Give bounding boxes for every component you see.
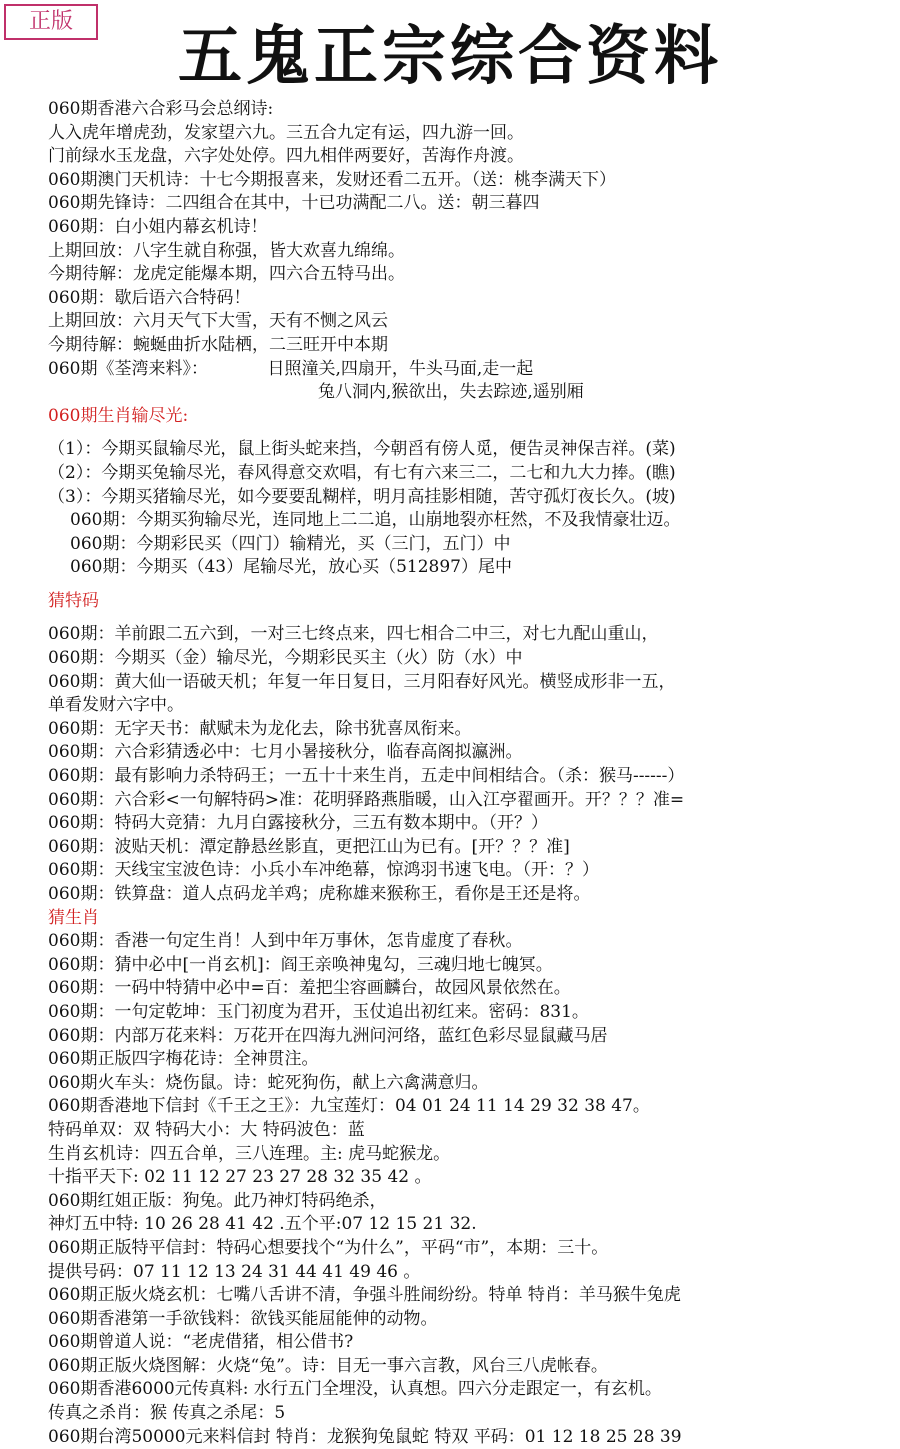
text-line: 060期：天线宝宝波色诗：小兵小车冲绝幕，惊鸿羽书速飞电。（开：？）: [48, 860, 599, 881]
text-line: 060期香港六合彩马会总纲诗:: [48, 99, 274, 119]
text-line: 单看发财六字中。: [48, 695, 184, 716]
text-line: 060期：一码中特猜中必中=百：羞把尘容画麟台，故园风景依然在。: [48, 978, 571, 999]
text-line: （1）：今期买鼠输尽光，鼠上街头蛇来挡，今朝舀有傍人觅，便告灵神保吉祥。(菜): [48, 439, 676, 460]
document-body: [48, 98, 900, 1449]
text-line: 060期火车头：烧伤鼠。诗：蛇死狗伤，献上六禽满意归。: [48, 1072, 489, 1093]
text-line: 060期：一句定乾坤：玉门初度为君开，玉仗追出初红来。密码：831。: [48, 1001, 589, 1022]
text-line: 特码单双：双 特码大小：大 特码波色：蓝: [48, 1119, 365, 1140]
text-line: 060期：最有影响力杀特码王；一五十十来生肖，五走中间相结合。（杀：猴马------）: [48, 766, 685, 787]
text-line: 生肖玄机诗：四五合单，三八连理。主: 虎马蛇猴龙。: [48, 1143, 451, 1164]
text-line: 060期澳门天机诗：十七今期报喜来，发财还看二五开。（送：桃李满天下）: [48, 169, 616, 190]
text-line: 060期：六合彩猜透必中：七月小暑接秋分，临春高阁拟瀛洲。: [48, 742, 523, 763]
text-line: 060期：六合彩<一句解特码>准：花明驿路燕脂暖，山入江亭翟画开。开？？？准=: [48, 789, 685, 810]
section-heading: 猜特码: [48, 590, 99, 611]
text-line: 060期《荃湾来料》： 日照潼关,四扇开，牛头马面,走一起: [48, 358, 534, 379]
text-line: （2）：今期买兔输尽光，春风得意交欢唱，有七有六来三二，二七和九大力捧。(瞧): [48, 462, 676, 483]
text-line: 060期正版火烧玄机：七嘴八舌讲不清，争强斗胜闹纷纷。特单 特肖：羊马猴牛兔虎: [48, 1285, 681, 1306]
text-line: 060期：香港一句定生肖！人到中年万事休，怎肯虚度了春秋。: [48, 931, 523, 952]
text-line: 060期香港6000元传真料: 水行五门全埋没，认真想。四六分走跟定一，有玄机。: [48, 1379, 662, 1400]
spacer: [48, 613, 900, 623]
section-heading: 猜生肖: [48, 907, 99, 928]
text-line: 神灯五中特: 10 26 28 41 42 .五个平:07 12 15 21 32.: [48, 1214, 477, 1235]
text-line: 060期正版四字梅花诗：全神贯注。: [48, 1049, 319, 1070]
text-line: 上期回放：八字生就自称强，皆大欢喜九绵绵。: [48, 240, 405, 261]
text-line: 060期：黄大仙一语破天机；年复一年日复日，三月阳春好风光。横竖成形非一五，: [48, 671, 676, 692]
text-line: 门前绿水玉龙盘，六字处处停。四九相伴两要好，苦海作舟渡。: [48, 146, 524, 167]
text-line: 060期：铁算盘：道人点码龙羊鸡；虎称雄来猴称王，看你是王还是将。: [48, 884, 591, 904]
text-line: 060期先锋诗：二四组合在其中，十已功满配二八。送：朝三暮四: [48, 193, 540, 214]
text-line: 060期：猜中必中[一肖玄机]：阎王亲唤神鬼勾，三魂归地七魄冥。: [48, 954, 553, 975]
text-line: 上期回放：六月天气下大雪，天有不恻之风云: [48, 311, 388, 332]
spacer: [48, 428, 900, 438]
text-line: 060期：今期买狗输尽光，连同地上二二追，山崩地裂亦枉然，不及我情豪壮迈。: [70, 510, 681, 531]
text-line: 060期：波贴天机：潭定静悬丝影直，更把江山为已有。[开？？？准]: [48, 836, 570, 857]
text-line: 060期红姐正版：狗兔。此乃神灯特码绝杀，: [48, 1190, 387, 1211]
text-line: 060期：内部万花来料：万花开在四海九洲问河络，蓝红色彩尽显鼠藏马居: [48, 1025, 608, 1046]
text-line: 人入虎年增虎劲，发家望六九。三五合九定有运，四九游一回。: [48, 122, 524, 143]
page-title: 五鬼正宗综合资料: [178, 19, 722, 94]
text-line: 060期曾道人说：“老虎借猪，相公借书?: [48, 1332, 354, 1353]
text-line: 060期：今期买（金）输尽光，今期彩民买主（火）防（水）中: [48, 648, 523, 669]
text-line: 060期正版火烧图解：火烧“兔”。诗：目无一事六言教，风台三八虎帐春。: [48, 1355, 608, 1376]
text-line: 今期待解：蜿蜒曲折水陆栖，二三旺开中本期: [48, 334, 388, 355]
text-line: 兔八洞内,猴欲出，失去踪迹,遥别厢: [318, 382, 584, 403]
genuine-badge: 正版: [4, 4, 98, 40]
text-line: 060期：特码大竞猜：九月白露接秋分，三五有数本期中。（开？）: [48, 813, 548, 834]
text-line: 060期：无字天书：献赋未为龙化去，除书犹喜凤衔来。: [48, 718, 472, 739]
text-line: 060期台湾50000元来料信封 特肖：龙猴狗兔鼠蛇 特双 平码：01 12 18 25 28 39: [48, 1426, 682, 1447]
text-line: 060期香港地下信封《千王之王》：九宝莲灯：04 01 24 11 14 29 32 38 47。: [48, 1096, 650, 1117]
text-line: （3）：今期买猪输尽光，如今要要乱糊样，明月高挂影相随，苦守孤灯夜长久。(坡): [48, 486, 676, 507]
text-line: 060期正版特平信封：特码心想要找个“为什么”，平码“市”，本期：三十。: [48, 1237, 609, 1258]
text-line: 十指平天下: 02 11 12 27 23 27 28 32 35 42 。: [48, 1167, 432, 1188]
section-heading: 060期生肖输尽光:: [48, 405, 189, 426]
text-line: 提供号码：07 11 12 13 24 31 44 41 49 46 。: [48, 1261, 421, 1282]
text-line: 060期香港第一手欲钱料：欲钱买能屈能伸的动物。: [48, 1308, 438, 1329]
text-line: 060期：今期彩民买（四门）输精光，买（三门，五门）中: [70, 533, 511, 554]
text-line: 传真之杀肖：猴 传真之杀尾：5: [48, 1403, 286, 1424]
text-line: 060期：今期买（43）尾输尽光，放心买（512897）尾中: [70, 557, 512, 578]
text-line: 今期待解：龙虎定能爆本期，四六合五特马出。: [48, 264, 405, 285]
text-line: 060期：歇后语六合特码！: [48, 287, 251, 308]
text-line: 060期：白小姐内幕玄机诗！: [48, 216, 268, 237]
spacer: [48, 580, 900, 590]
text-line: 060期：羊前跟二五六到，一对三七终点来，四七相合二中三，对七九配山重山，: [48, 624, 659, 645]
